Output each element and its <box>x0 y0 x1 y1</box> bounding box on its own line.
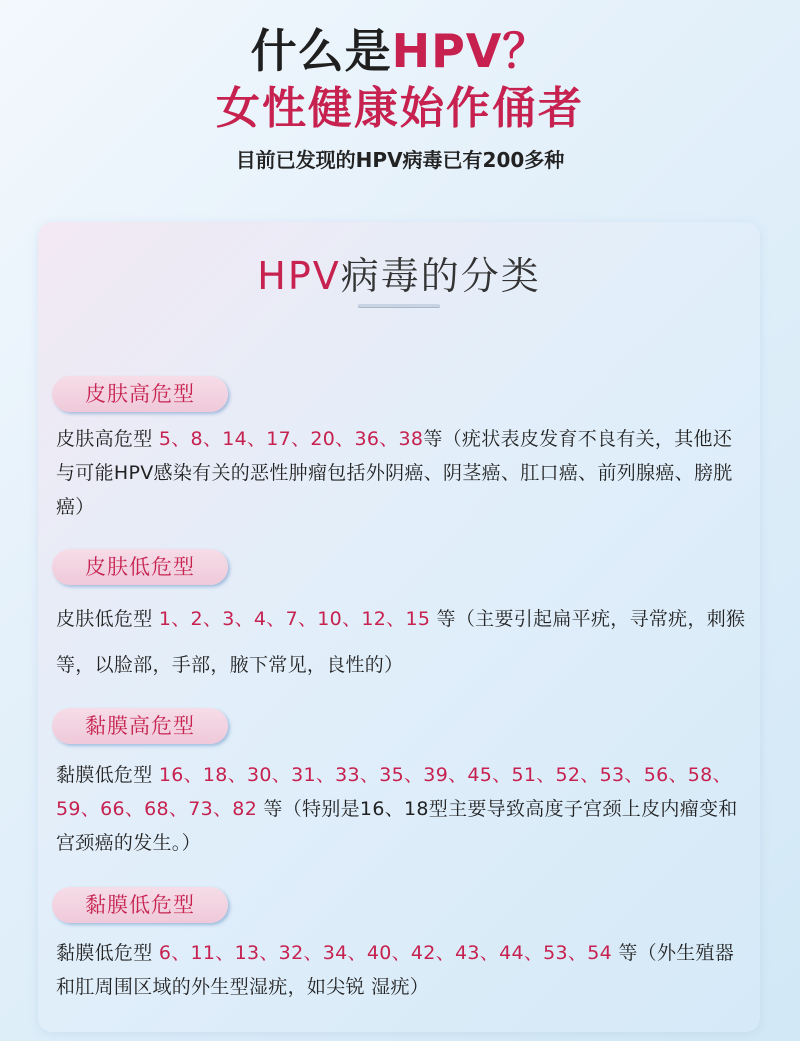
section-tag-mucosa-low-risk: 黏膜低危型 <box>52 887 228 923</box>
main-title <box>0 22 800 80</box>
classification-card <box>38 222 760 1032</box>
card-title-rest: 病毒的分类 <box>340 254 541 298</box>
main-title-accent: HPV？ <box>391 24 550 78</box>
section-text-mucosa-high-risk <box>56 758 746 860</box>
section-numbers: 6、11、13、32、34、40、42、43、44、53、54 <box>158 942 612 964</box>
section-tail: 等（主要引起扁平疣，寻常疣，刺猴等，以脸部，手部，腋下常见，良性的） <box>56 608 746 676</box>
section-numbers: 5、8、14、17、20、36、38 <box>158 428 424 450</box>
subtitle: 目前已发现的HPV病毒已有200多种 <box>235 148 565 172</box>
section-tag-skin-low-risk: 皮肤低危型 <box>52 549 228 585</box>
section-lead: 皮肤高危型 <box>56 428 159 450</box>
main-title-line2: 女性健康始作俑者 <box>216 83 584 134</box>
card-title <box>38 252 760 300</box>
section-text-skin-low-risk <box>56 596 746 688</box>
card-title-divider <box>358 304 440 308</box>
section-tail: 等（特别是16、18型主要导致高度子宫颈上皮内瘤变和宫颈癌的发生。） <box>56 798 738 854</box>
section-numbers: 1、2、3、4、7、10、12、15 <box>158 608 431 630</box>
section-numbers: 16、18、30、31、33、35、39、45、51、52、53、56、58、59、66、68、73、82 <box>56 764 732 820</box>
section-text-skin-high-risk <box>56 422 746 524</box>
page-header <box>0 22 800 174</box>
section-tag-skin-high-risk: 皮肤高危型 <box>52 376 228 412</box>
section-tail: 等（疣状表皮发育不良有关，其他还与可能HPV感染有关的恶性肿瘤包括外阴癌、阴茎癌、肛口癌、前列腺癌、膀胱癌） <box>56 428 733 518</box>
card-title-accent: HPV <box>257 254 341 298</box>
section-text-mucosa-low-risk <box>56 936 746 1004</box>
section-lead: 皮肤低危型 <box>56 608 159 630</box>
section-lead: 黏膜低危型 <box>56 942 159 964</box>
main-title-prefix: 什么是 <box>250 24 392 78</box>
section-tag-mucosa-high-risk: 黏膜高危型 <box>52 708 228 744</box>
section-lead: 黏膜低危型 <box>56 764 159 786</box>
section-tail: 等（外生殖器和肛周围区域的外生型湿疣，如尖锐 湿疣） <box>56 942 735 998</box>
